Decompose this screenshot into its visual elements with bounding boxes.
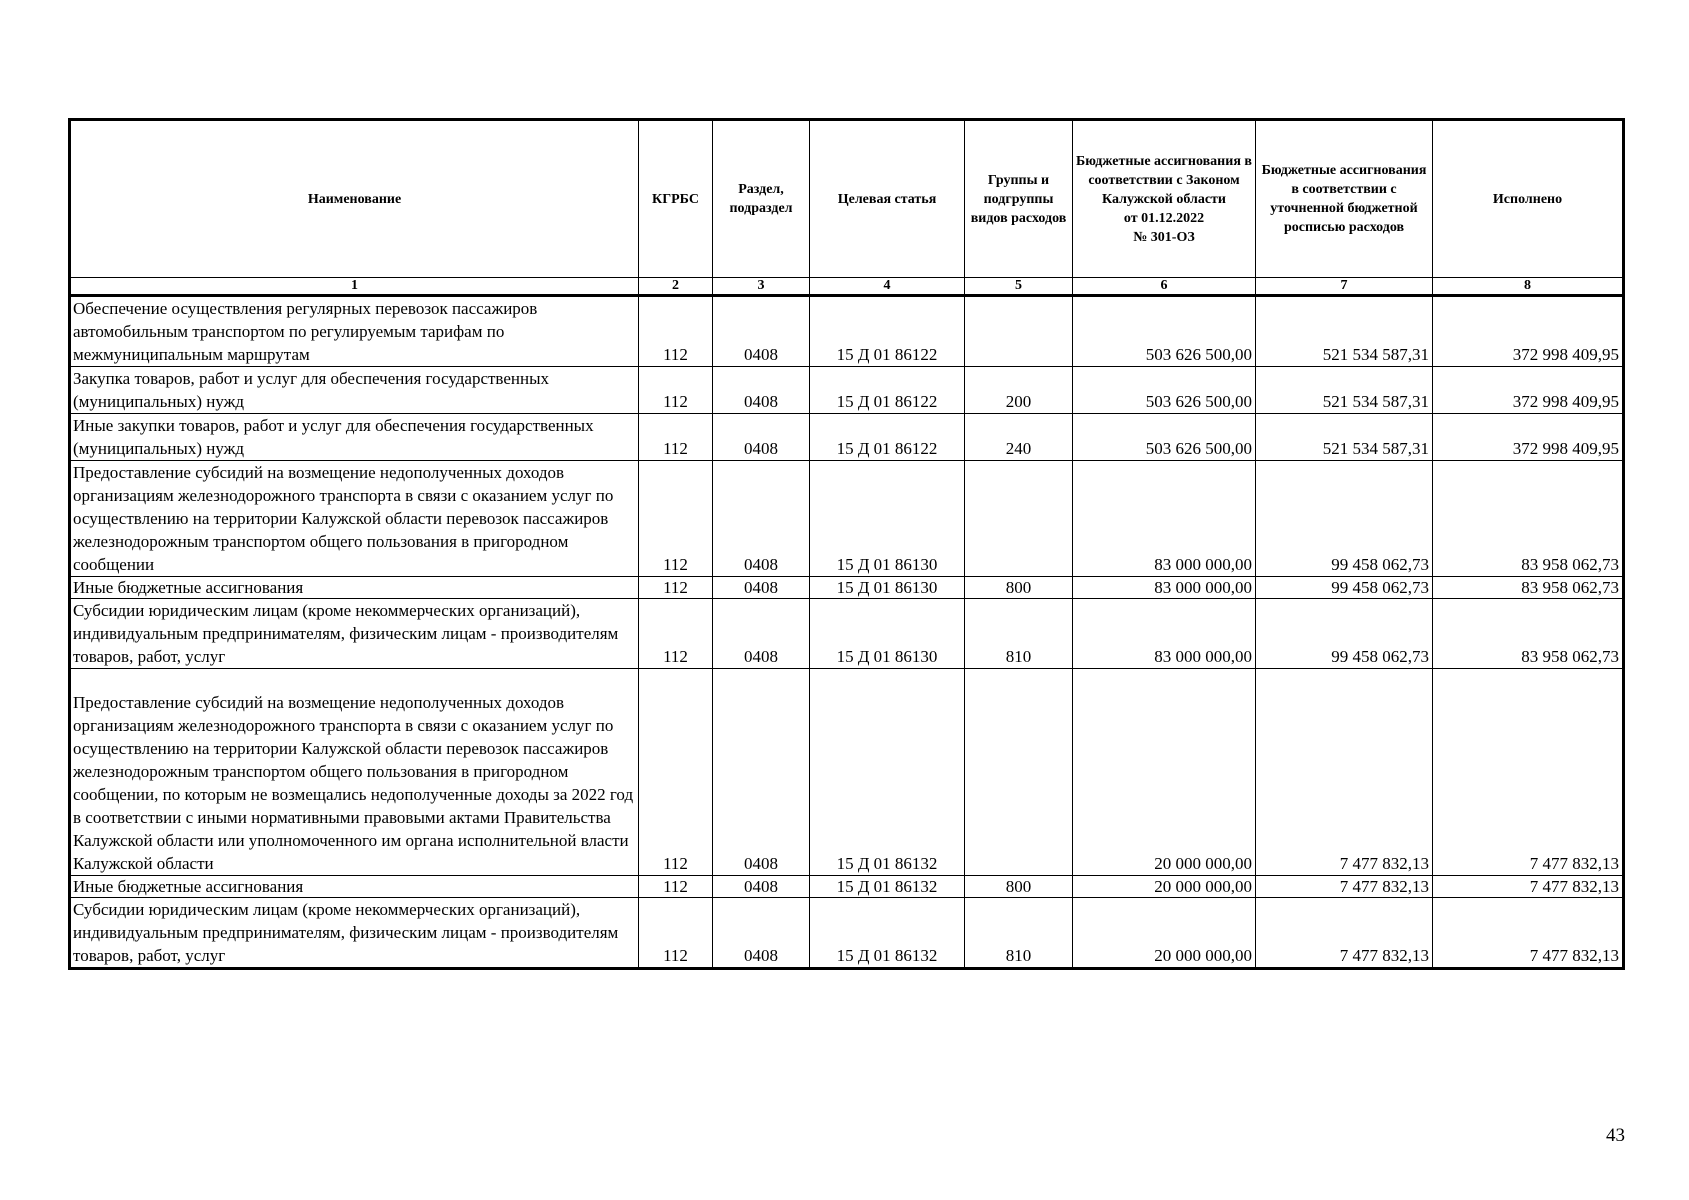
row-section: 0408 (713, 599, 810, 669)
row-article: 15 Д 01 86122 (810, 414, 965, 461)
row-executed: 83 958 062,73 (1433, 599, 1624, 669)
table-row (70, 461, 1624, 577)
col-number: 8 (1433, 278, 1624, 296)
row-executed: 372 998 409,95 (1433, 367, 1624, 414)
row-law: 83 000 000,00 (1073, 461, 1256, 577)
table-row (70, 296, 1624, 367)
row-refined: 99 458 062,73 (1256, 577, 1433, 599)
row-executed: 7 477 832,13 (1433, 876, 1624, 898)
row-executed: 83 958 062,73 (1433, 461, 1624, 577)
page-number: 43 (1606, 1125, 1625, 1146)
header-row (70, 120, 1624, 278)
col-header-executed: Исполнено (1433, 120, 1624, 278)
row-law: 20 000 000,00 (1073, 876, 1256, 898)
row-executed: 372 998 409,95 (1433, 414, 1624, 461)
col-number: 3 (713, 278, 810, 296)
row-law: 503 626 500,00 (1073, 367, 1256, 414)
row-article: 15 Д 01 86130 (810, 577, 965, 599)
row-refined: 521 534 587,31 (1256, 414, 1433, 461)
row-kgrbs: 112 (639, 296, 713, 367)
table-row (70, 367, 1624, 414)
row-group: 240 (965, 414, 1073, 461)
row-section: 0408 (713, 577, 810, 599)
col-number: 5 (965, 278, 1073, 296)
table-row (70, 876, 1624, 898)
row-group (965, 669, 1073, 876)
row-refined: 99 458 062,73 (1256, 461, 1433, 577)
row-article: 15 Д 01 86122 (810, 296, 965, 367)
row-name: Обеспечение осуществления регулярных перевозок пассажиров автомобильным транспортом по регулируемым тарифам по межмуниципальным маршрутам (70, 296, 639, 367)
row-name: Субсидии юридическим лицам (кроме некоммерческих организаций), индивидуальным предпринимателям, физическим лицам - производителям товаров, работ, услуг (70, 599, 639, 669)
table-row (70, 414, 1624, 461)
row-kgrbs: 112 (639, 898, 713, 969)
col-number: 1 (70, 278, 639, 296)
row-name: Иные бюджетные ассигнования (70, 577, 639, 599)
row-law: 20 000 000,00 (1073, 669, 1256, 876)
row-article: 15 Д 01 86130 (810, 461, 965, 577)
row-executed: 7 477 832,13 (1433, 898, 1624, 969)
row-name: Субсидии юридическим лицам (кроме некоммерческих организаций), индивидуальным предпринимателям, физическим лицам - производителям товаров, работ, услуг (70, 898, 639, 969)
row-refined: 521 534 587,31 (1256, 367, 1433, 414)
row-group (965, 461, 1073, 577)
row-group (965, 296, 1073, 367)
col-number: 7 (1256, 278, 1433, 296)
row-kgrbs: 112 (639, 367, 713, 414)
row-kgrbs: 112 (639, 414, 713, 461)
row-article: 15 Д 01 86132 (810, 669, 965, 876)
row-group: 800 (965, 876, 1073, 898)
row-kgrbs: 112 (639, 876, 713, 898)
row-law: 83 000 000,00 (1073, 599, 1256, 669)
row-section: 0408 (713, 876, 810, 898)
col-header-section: Раздел, подраздел (713, 120, 810, 278)
row-executed: 83 958 062,73 (1433, 577, 1624, 599)
row-refined: 99 458 062,73 (1256, 599, 1433, 669)
row-name: Закупка товаров, работ и услуг для обеспечения государственных (муниципальных) нужд (70, 367, 639, 414)
row-article: 15 Д 01 86122 (810, 367, 965, 414)
row-executed: 372 998 409,95 (1433, 296, 1624, 367)
budget-table (68, 118, 1625, 970)
row-section: 0408 (713, 898, 810, 969)
col-header-kgrbs: КГРБС (639, 120, 713, 278)
row-group: 810 (965, 898, 1073, 969)
row-section: 0408 (713, 461, 810, 577)
col-header-law-text: Бюджетные ассигнования в соответствии с Законом Калужской области (1076, 153, 1252, 207)
row-section: 0408 (713, 669, 810, 876)
table-row (70, 577, 1624, 599)
table-row (70, 669, 1624, 876)
row-kgrbs: 112 (639, 577, 713, 599)
row-name: Иные закупки товаров, работ и услуг для обеспечения государственных (муниципальных) нужд (70, 414, 639, 461)
row-group: 200 (965, 367, 1073, 414)
row-section: 0408 (713, 414, 810, 461)
row-article: 15 Д 01 86130 (810, 599, 965, 669)
row-refined: 7 477 832,13 (1256, 876, 1433, 898)
column-number-row (70, 278, 1624, 296)
row-law: 503 626 500,00 (1073, 414, 1256, 461)
row-name: Предоставление субсидий на возмещение недополученных доходов организациям железнодорожного транспорта в связи с оказанием услуг по осуществлению на территории Калужской области перевозок пассажиров железнодорожным транспортом общего пользования в пригородном сообщении, по которым не возмещались недополученные доходы за 2022 год в соответствии с иными нормативными правовыми актами Правительства Калужской области или уполномоченного им органа исполнительной власти Калужской области (70, 669, 639, 876)
col-header-refined: Бюджетные ассигнования в соответствии с уточненной бюджетной росписью расходов (1256, 120, 1433, 278)
row-section: 0408 (713, 367, 810, 414)
col-number: 4 (810, 278, 965, 296)
row-article: 15 Д 01 86132 (810, 898, 965, 969)
col-header-name: Наименование (70, 120, 639, 278)
row-refined: 7 477 832,13 (1256, 669, 1433, 876)
row-kgrbs: 112 (639, 461, 713, 577)
col-header-article: Целевая статья (810, 120, 965, 278)
col-number: 2 (639, 278, 713, 296)
table-row (70, 599, 1624, 669)
row-article: 15 Д 01 86132 (810, 876, 965, 898)
row-group: 810 (965, 599, 1073, 669)
row-law: 20 000 000,00 (1073, 898, 1256, 969)
row-group: 800 (965, 577, 1073, 599)
col-header-law-date: от 01.12.2022 (1123, 210, 1205, 226)
row-refined: 521 534 587,31 (1256, 296, 1433, 367)
row-kgrbs: 112 (639, 599, 713, 669)
col-number: 6 (1073, 278, 1256, 296)
row-executed: 7 477 832,13 (1433, 669, 1624, 876)
row-name: Предоставление субсидий на возмещение недополученных доходов организациям железнодорожного транспорта в связи с оказанием услуг по осуществлению на территории Калужской области перевозок пассажиров железнодорожным транспортом общего пользования в пригородном сообщении (70, 461, 639, 577)
col-header-group: Группы и подгруппы видов расходов (965, 120, 1073, 278)
row-section: 0408 (713, 296, 810, 367)
row-refined: 7 477 832,13 (1256, 898, 1433, 969)
table-row (70, 898, 1624, 969)
row-kgrbs: 112 (639, 669, 713, 876)
row-law: 83 000 000,00 (1073, 577, 1256, 599)
col-header-law-number: № 301-ОЗ (1133, 229, 1195, 245)
row-name: Иные бюджетные ассигнования (70, 876, 639, 898)
row-law: 503 626 500,00 (1073, 296, 1256, 367)
col-header-law (1073, 120, 1256, 278)
